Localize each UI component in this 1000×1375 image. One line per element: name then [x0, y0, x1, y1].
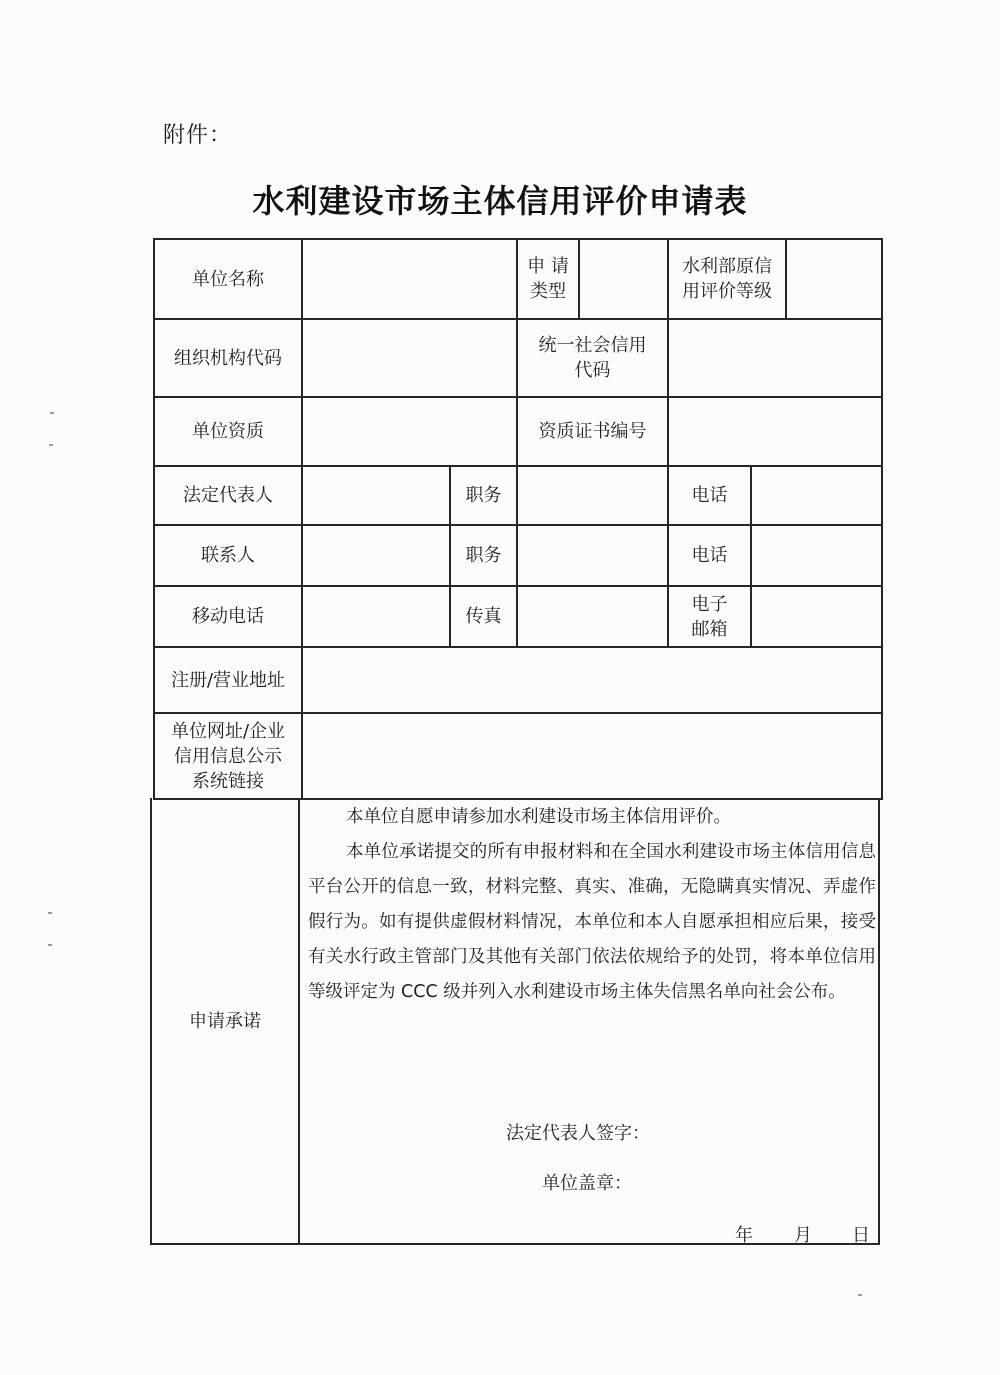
- org-code-label: 组织机构代码: [174, 347, 282, 369]
- address-label: 注册/营业地址: [170, 669, 286, 691]
- commitment-paragraph: 本单位自愿申请参加水利建设市场主体信用评价。: [346, 807, 731, 827]
- form-title: 水利建设市场主体信用评价申请表: [252, 182, 748, 220]
- credit-code-label: 统一社会信用 代码: [538, 335, 647, 381]
- position-field[interactable]: [518, 467, 667, 524]
- address-field[interactable]: [303, 648, 881, 712]
- scan-speck: [48, 944, 52, 946]
- orig-rating-label: 水利部原信 用评价等级: [682, 256, 772, 302]
- position-label: 职务: [465, 545, 502, 566]
- legal-rep-field[interactable]: [303, 467, 449, 524]
- scan-speck: [50, 412, 54, 414]
- phone-field[interactable]: [752, 467, 881, 524]
- fax-label: 传真: [465, 606, 502, 627]
- scan-speck: [48, 912, 52, 914]
- position-field[interactable]: [518, 526, 667, 585]
- apply-type-label: 申 请 类型: [527, 256, 569, 302]
- table-border-right: [878, 798, 880, 1245]
- fax-field[interactable]: [518, 587, 667, 646]
- phone-label: 电话: [691, 545, 728, 566]
- position-label: 职务: [465, 485, 502, 506]
- apply-type-field[interactable]: [580, 240, 667, 318]
- qualification-label: 单位资质: [192, 421, 264, 442]
- orig-rating-field[interactable]: [787, 240, 881, 318]
- table-border-bottom: [150, 1243, 880, 1245]
- day-label: 日: [852, 1225, 870, 1246]
- commitment-text: [308, 800, 876, 1010]
- cert-no-field[interactable]: [669, 398, 881, 465]
- mobile-field[interactable]: [303, 587, 449, 646]
- scan-speck: [858, 1294, 862, 1296]
- qualification-field[interactable]: [303, 398, 516, 465]
- website-field[interactable]: [303, 714, 881, 798]
- year-label: 年: [735, 1225, 753, 1246]
- unit-name-label: 单位名称: [192, 268, 264, 290]
- seal-label: 单位盖章：: [542, 1173, 632, 1194]
- phone-label: 电话: [691, 485, 728, 506]
- credit-code-field[interactable]: [669, 320, 881, 396]
- col-divider: [298, 798, 300, 1245]
- commitment-label: 申请承诺: [189, 1011, 261, 1032]
- legal-rep-label: 法定代表人: [183, 485, 273, 506]
- commitment-paragraph: 本单位承诺提交的所有申报材料和在全国水利建设市场主体信用信息平台公开的信息一致，材料完整、真实、准确，无隐瞒真实情况、弄虚作假行为。如有提供虚假材料情况，本单位和本人自愿承担相应后果，接受有关水行政主管部门及其他有关部门依法依规给予的处罚，将本单位信用等级评定为 CCC 级并列入水利建设市场主体失信黑名单向社会公布。: [308, 842, 876, 1002]
- contact-field[interactable]: [303, 526, 449, 585]
- cert-no-label: 资质证书编号: [538, 421, 647, 442]
- scan-speck: [49, 444, 53, 446]
- org-code-field[interactable]: [303, 320, 516, 396]
- attachment-label: 附件：: [163, 123, 233, 148]
- contact-label: 联系人: [201, 545, 255, 566]
- mobile-label: 移动电话: [192, 606, 264, 627]
- table-border-right: [881, 238, 883, 798]
- email-field[interactable]: [752, 587, 881, 646]
- month-label: 月: [794, 1225, 812, 1246]
- signature-label: 法定代表人签字：: [506, 1123, 650, 1144]
- email-label: 电子 邮箱: [691, 593, 728, 640]
- website-label: 单位网址/企业 信用信息公示 系统链接: [170, 720, 286, 792]
- unit-name-field[interactable]: [303, 240, 516, 318]
- phone-field[interactable]: [752, 526, 881, 585]
- signature-field[interactable]: [660, 1114, 860, 1144]
